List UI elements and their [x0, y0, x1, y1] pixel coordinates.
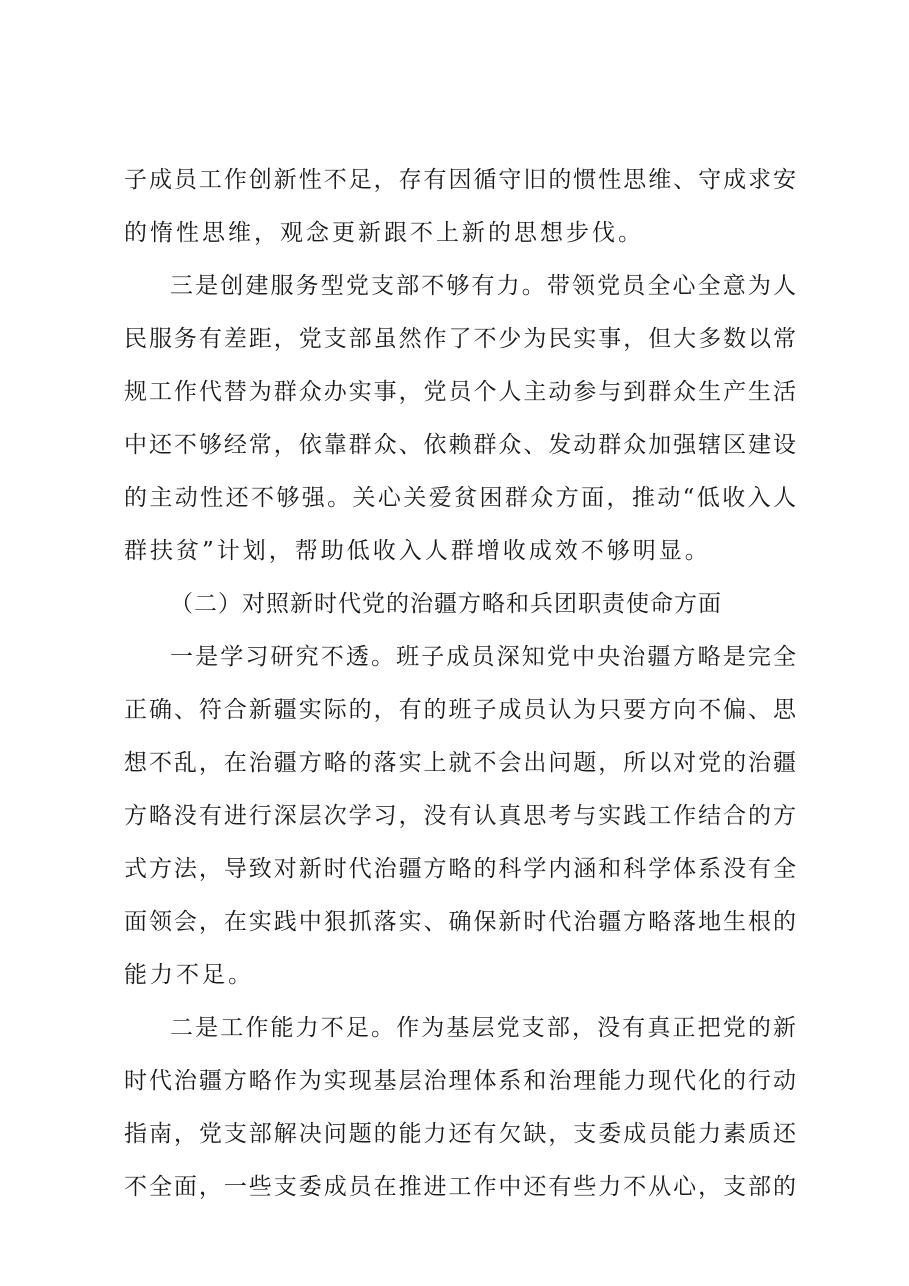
paragraph-2-line-4: 中还不够经常，依靠群众、依赖群众、发动群众加强辖区建设	[124, 432, 796, 458]
paragraph-3-line-6: 面领会，在实践中狠抓落实、确保新时代治疆方略落地生根的	[124, 909, 796, 935]
paragraph-3-line-4: 方略没有进行深层次学习，没有认真思考与实践工作结合的方	[124, 803, 796, 829]
paragraph-2-line-6: 群扶贫”计划，帮助低收入人群增收成效不够明显。	[124, 538, 711, 564]
paragraph-4-line-4: 不全面，一些支委成员在推进工作中还有些力不从心，支部的	[124, 1174, 796, 1200]
paragraph-2-line-1: 三是创建服务型党支部不够有力。带领党员全心全意为人	[170, 273, 796, 299]
paragraph-4-line-3: 指南，党支部解决问题的能力还有欠缺，支委成员能力素质还	[124, 1121, 796, 1147]
paragraph-4-line-2: 时代治疆方略作为实现基层治理体系和治理能力现代化的行动	[124, 1068, 796, 1094]
paragraph-4-line-1: 二是工作能力不足。作为基层党支部，没有真正把党的新	[170, 1015, 796, 1041]
paragraph-2-line-5: 的主动性还不够强。关心关爱贫困群众方面，推动“低收入人	[124, 485, 796, 511]
paragraph-2-line-3: 规工作代替为群众办实事，党员个人主动参与到群众生产生活	[124, 379, 796, 405]
paragraph-3-line-5: 式方法，导致对新时代治疆方略的科学内涵和科学体系没有全	[124, 856, 796, 882]
section-heading: （二）对照新时代党的治疆方略和兵团职责使命方面	[170, 591, 722, 617]
paragraph-3-line-3: 想不乱，在治疆方略的落实上就不会出问题，所以对党的治疆	[124, 750, 796, 776]
paragraph-1-line-1: 子成员工作创新性不足，存有因循守旧的惯性思维、守成求安	[124, 167, 796, 193]
paragraph-3-line-1: 一是学习研究不透。班子成员深知党中央治疆方略是完全	[170, 644, 796, 670]
paragraph-3-line-2: 正确、符合新疆实际的，有的班子成员认为只要方向不偏、思	[124, 697, 796, 723]
paragraph-2-line-2: 民服务有差距，党支部虽然作了不少为民实事，但大多数以常	[124, 326, 796, 352]
paragraph-1-line-2: 的惰性思维，观念更新跟不上新的思想步伐。	[124, 220, 644, 246]
paragraph-3-line-7: 能力不足。	[124, 962, 254, 988]
